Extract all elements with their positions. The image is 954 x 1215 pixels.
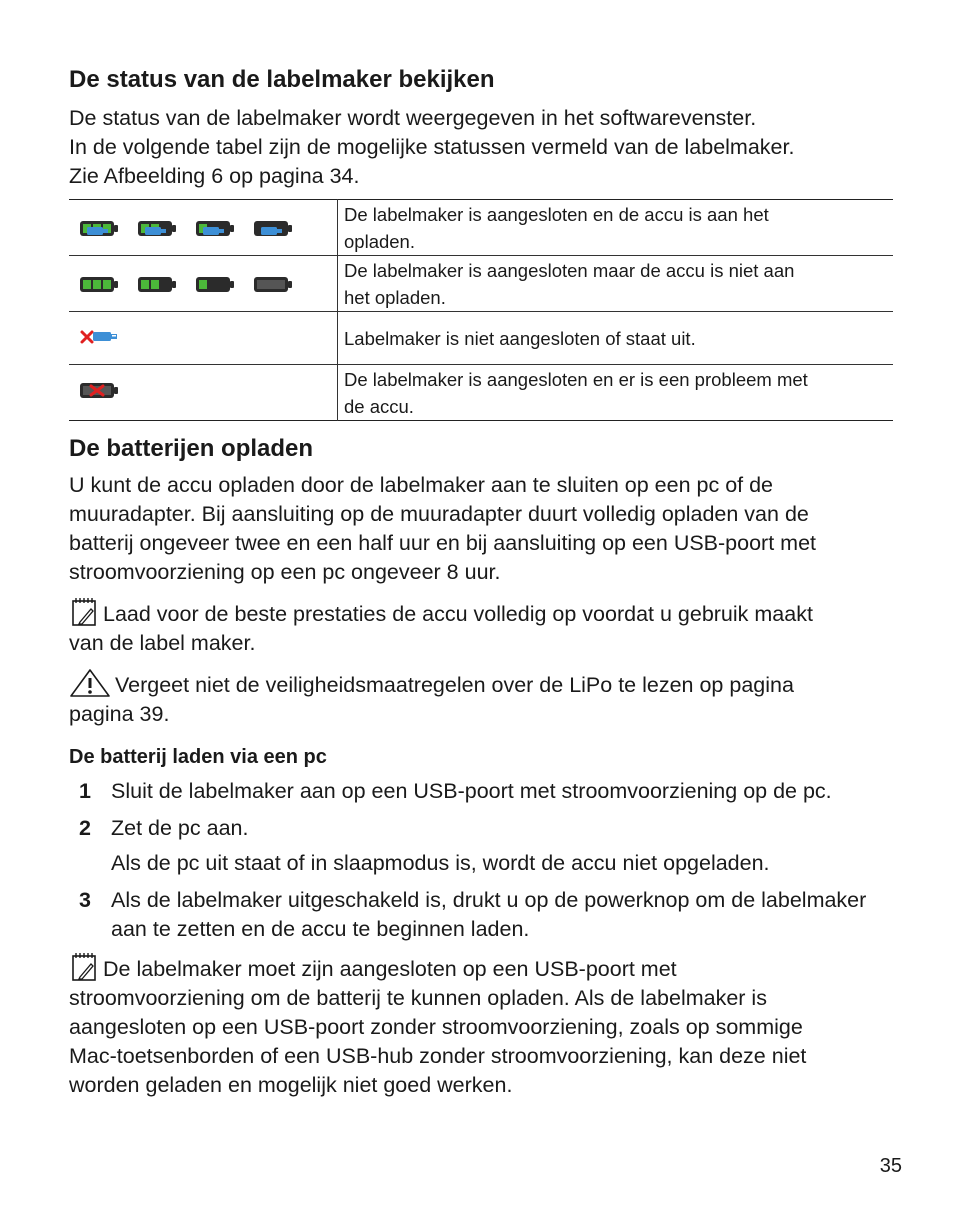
list-item	[69, 814, 905, 843]
status-description-line: De labelmaker is aangesloten maar de accu is niet aan	[344, 259, 795, 281]
step-number: 1	[79, 779, 91, 803]
status-description-line: het opladen.	[344, 286, 446, 308]
step2-subtext: Als de pc uit staat of in slaapmodus is, wordt de accu niet opgeladen.	[111, 851, 770, 875]
note-line: van de label maker.	[69, 631, 256, 655]
note-line: worden geladen en mogelijk niet goed werken.	[69, 1073, 513, 1097]
pc-steps-list	[69, 777, 905, 843]
list-item	[69, 886, 905, 944]
status-row-charging	[69, 200, 893, 256]
status-description	[338, 365, 894, 421]
status-description	[338, 312, 894, 365]
warning-icon	[69, 668, 111, 698]
note-line: Laad voor de beste prestaties de accu volledig op voordat u gebruik maakt	[103, 602, 813, 626]
step-number: 2	[79, 816, 91, 840]
charging-heading: De batterijen opladen	[69, 435, 314, 462]
battery-charging-two-thirds-icon	[137, 217, 177, 239]
step-text: Zet de pc aan.	[111, 816, 249, 840]
note-line: De labelmaker moet zijn aangesloten op een USB-poort met	[103, 957, 677, 981]
list-item	[69, 777, 905, 806]
charging-paragraph	[69, 471, 905, 587]
status-row-disconnected	[69, 312, 893, 365]
status-description	[338, 256, 894, 312]
battery-two-thirds-icon	[137, 273, 177, 295]
intro-line: In de volgende tabel zijn de mogelijke statussen vermeld van de labelmaker.	[69, 135, 795, 159]
status-table	[69, 199, 893, 421]
warning-line: pagina 39.	[69, 702, 170, 726]
status-icons-cell	[69, 256, 338, 312]
battery-error-icon	[79, 379, 119, 401]
notepad-icon	[69, 952, 99, 982]
status-icons-cell	[69, 200, 338, 256]
pc-steps-list-continued	[69, 886, 905, 944]
usb-disconnected-icon	[79, 325, 119, 347]
page-number: 35	[879, 1155, 902, 1177]
charging-line: batterij ongeveer twee en een half uur en bij aansluiting op een USB-poort met	[69, 531, 816, 555]
charging-note	[69, 597, 905, 658]
status-description	[338, 200, 894, 256]
intro-line: De status van de labelmaker wordt weergegeven in het softwarevenster.	[69, 106, 757, 130]
charging-line: stroomvoorziening op een pc ongeveer 8 uur.	[69, 560, 501, 584]
lipo-warning	[69, 668, 905, 729]
battery-full-icon	[79, 273, 119, 295]
status-description-line: Labelmaker is niet aangesloten of staat uit.	[344, 327, 696, 349]
note-line: Mac-toetsenborden of een USB-hub zonder stroomvoorziening, kan deze niet	[69, 1044, 807, 1068]
status-heading: De status van de labelmaker bekijken	[69, 66, 495, 93]
charging-line: U kunt de accu opladen door de labelmaker aan te sluiten op een pc of de	[69, 473, 774, 497]
status-icons-cell	[69, 312, 338, 365]
status-description-line: opladen.	[344, 230, 415, 252]
note-line: aangesloten op een USB-poort zonder stroomvoorziening, zoals op sommige	[69, 1015, 803, 1039]
pc-note	[69, 952, 905, 1100]
step-text: Sluit de labelmaker aan op een USB-poort met stroomvoorziening op de pc.	[111, 779, 832, 803]
warning-line: Vergeet niet de veiligheidsmaatregelen over de LiPo te lezen op pagina	[115, 673, 794, 697]
battery-charging-empty-icon	[253, 217, 293, 239]
note-line: stroomvoorziening om de batterij te kunnen opladen. Als de labelmaker is	[69, 986, 767, 1010]
battery-charging-one-third-icon	[195, 217, 235, 239]
status-row-error	[69, 365, 893, 421]
pc-charging-heading: De batterij laden via een pc	[69, 746, 327, 768]
battery-one-third-icon	[195, 273, 235, 295]
battery-charging-full-icon	[79, 217, 119, 239]
step-text: Als de labelmaker uitgeschakeld is, drukt u op de powerknop om de labelmaker aan te zetten en de accu te beginnen laden.	[111, 888, 867, 941]
intro-line: Zie Afbeelding 6 op pagina 34.	[69, 164, 360, 188]
step-number: 3	[79, 888, 91, 912]
notepad-icon	[69, 597, 99, 627]
status-icons-cell	[69, 365, 338, 421]
status-description-line: De labelmaker is aangesloten en de accu is aan het	[344, 203, 769, 225]
status-description-line: De labelmaker is aangesloten en er is een probleem met	[344, 368, 808, 390]
status-description-line: de accu.	[344, 395, 414, 417]
battery-empty-icon	[253, 273, 293, 295]
status-intro	[69, 104, 905, 191]
status-row-not-charging	[69, 256, 893, 312]
charging-line: muuradapter. Bij aansluiting op de muuradapter duurt volledig opladen van de	[69, 502, 809, 526]
